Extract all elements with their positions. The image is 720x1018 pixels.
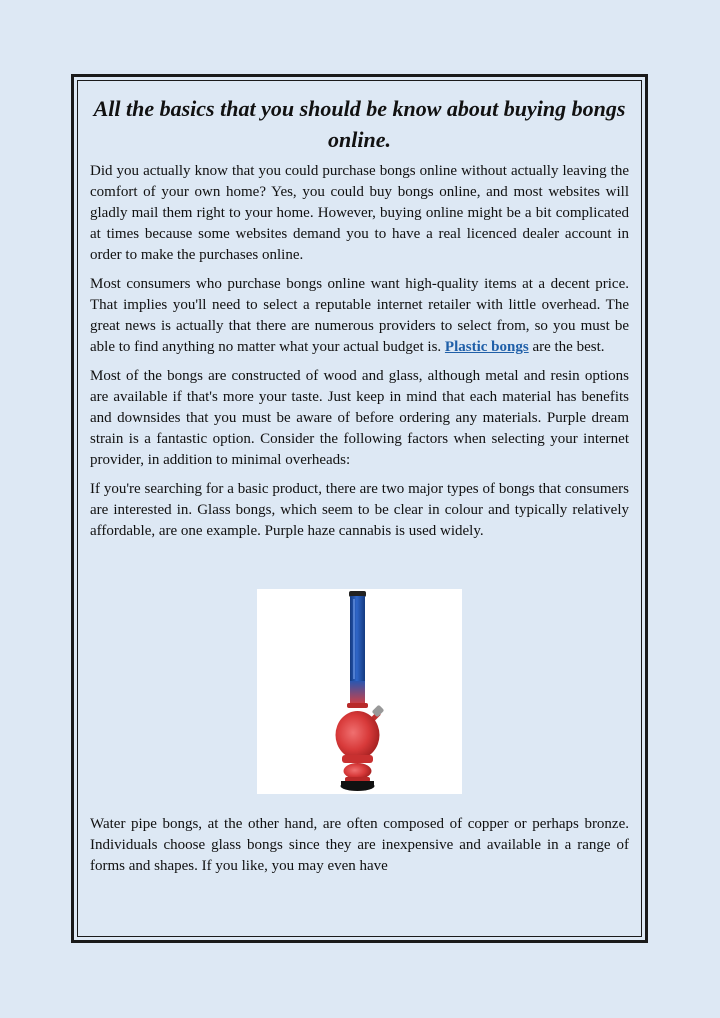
paragraph-2-tail: are the best. [528,339,605,355]
paragraph-5: Water pipe bongs, at the other hand, are often composed of copper or perhaps bronze. Individuals choose glass bongs since they are inexpensive and available in a range of forms and shapes. If you like, you may even have [90,816,629,874]
paragraph-4: If you're searching for a basic product, there are two major types of bongs that consumers are interested in. Glass bongs, which seem to be clear in colour and typically relatively affordable, are one example. Purple haze cannabis is used widely. [90,481,629,539]
plastic-bongs-link[interactable]: Plastic bongs [444,339,529,355]
paragraph-1: Did you actually know that you could purchase bongs online without actually leaving the comfort of your own home? Yes, you could buy bongs online, and most websites will gladly mail them right to your home. However, buying online might be a bit complicated at times because some websites demand you to have a real licenced dealer account in order to make the purchases online. [90,163,629,263]
bong-illustration [257,589,462,794]
article-title: All the basics that you should be know about buying bongs online. [93,96,626,152]
paragraph-3: Most of the bongs are constructed of wood and glass, although metal and resin options are available if that's more your taste. Just keep in mind that each material has benefits and downsides that you must be aware of before ordering any materials. Purple dream strain is a fantastic option. Consider the following factors when selecting your internet provider, in addition to minimal overheads: [90,368,629,468]
paragraph-2 [90,274,629,358]
page-inner-border [77,80,642,937]
article [90,93,629,885]
paragraph-2-text: Most consumers who purchase bongs online want high-quality items at a decent price. That implies you'll need to select a reputable internet retailer with little overhead. The great news is actually that there are numerous providers to select from, so you must be able to find anything no matter what your actual budget is. [90,276,629,355]
page-border [71,74,648,943]
bong-image [257,589,462,794]
